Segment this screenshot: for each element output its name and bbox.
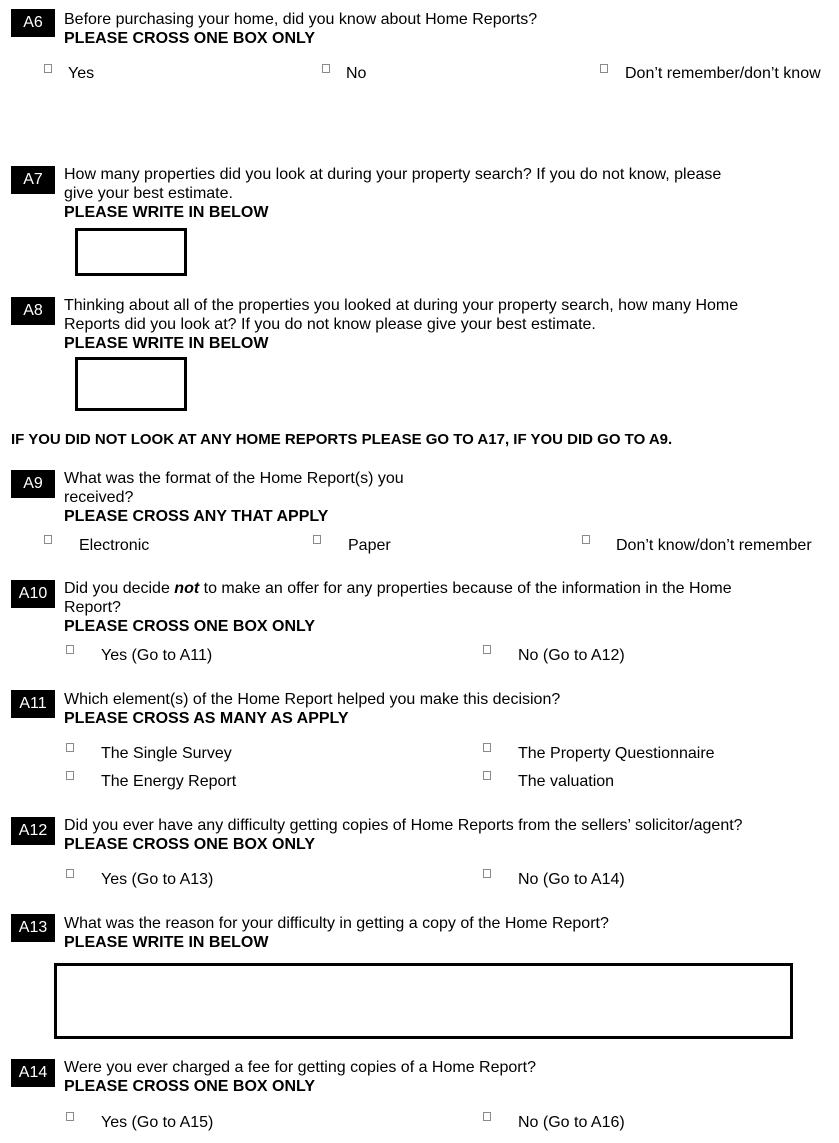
- routing-instruction: IF YOU DID NOT LOOK AT ANY HOME REPORTS PLEASE GO TO A17, IF YOU DID GO TO A9.: [11, 431, 673, 448]
- option-label-a6-dont-remember: Don’t remember/don’t know: [625, 65, 821, 82]
- question-number-a7: A7: [11, 166, 55, 194]
- checkbox-a9-electronic[interactable]: [44, 535, 52, 544]
- instruction-a12: PLEASE CROSS ONE BOX ONLY: [64, 836, 316, 853]
- instruction-a7: PLEASE WRITE IN BELOW: [64, 204, 269, 221]
- option-label-a9-paper: Paper: [348, 537, 391, 554]
- question-text-a9-line2: received?: [64, 489, 134, 506]
- option-label-a6-no: No: [346, 65, 367, 82]
- question-number-a10: A10: [11, 580, 55, 608]
- option-label-a6-yes: Yes: [68, 65, 95, 82]
- question-number-a14: A14: [11, 1059, 55, 1087]
- question-text-a7-line1: How many properties did you look at during your property search? If you do not know, please: [64, 166, 722, 183]
- checkbox-a11-valuation[interactable]: [483, 771, 491, 780]
- question-text-a6: Before purchasing your home, did you know about Home Reports?: [64, 11, 538, 28]
- instruction-a10: PLEASE CROSS ONE BOX ONLY: [64, 618, 316, 635]
- checkbox-a12-yes[interactable]: [66, 869, 74, 878]
- question-text-a7-line2: give your best estimate.: [64, 185, 233, 202]
- question-text-a8-line2: Reports did you look at? If you do not know please give your best estimate.: [64, 316, 596, 333]
- option-label-a12-yes: Yes (Go to A13): [101, 871, 214, 888]
- instruction-a14: PLEASE CROSS ONE BOX ONLY: [64, 1078, 316, 1095]
- write-in-box-a7[interactable]: [75, 228, 187, 276]
- option-label-a14-no: No (Go to A16): [518, 1114, 625, 1131]
- question-text-a10-pre: Did you decide: [64, 580, 175, 597]
- option-label-a11-property-questionnaire: The Property Questionnaire: [518, 745, 715, 762]
- checkbox-a11-single-survey[interactable]: [66, 743, 74, 752]
- question-text-a9-line1: What was the format of the Home Report(s) you: [64, 470, 404, 487]
- question-text-a12: Did you ever have any difficulty getting copies of Home Reports from the sellers’ solicitor/agent?: [64, 817, 743, 834]
- option-label-a12-no: No (Go to A14): [518, 871, 625, 888]
- question-number-a9: A9: [11, 470, 55, 498]
- checkbox-a6-dont-remember[interactable]: [600, 64, 608, 73]
- question-text-a11: Which element(s) of the Home Report helped you make this decision?: [64, 691, 561, 708]
- checkbox-a9-dont-know[interactable]: [582, 535, 590, 544]
- checkbox-a11-energy-report[interactable]: [66, 771, 74, 780]
- instruction-a8: PLEASE WRITE IN BELOW: [64, 335, 269, 352]
- option-label-a11-energy-report: The Energy Report: [101, 773, 237, 790]
- checkbox-a12-no[interactable]: [483, 869, 491, 878]
- checkbox-a10-no[interactable]: [483, 645, 491, 654]
- option-label-a9-electronic: Electronic: [79, 537, 150, 554]
- question-text-a14: Were you ever charged a fee for getting copies of a Home Report?: [64, 1059, 536, 1076]
- question-text-a10-post: to make an offer for any properties because of the information in the Home: [199, 580, 732, 597]
- option-label-a11-single-survey: The Single Survey: [101, 745, 232, 762]
- write-in-box-a13[interactable]: [54, 963, 793, 1039]
- checkbox-a11-property-questionnaire[interactable]: [483, 743, 491, 752]
- instruction-a11: PLEASE CROSS AS MANY AS APPLY: [64, 710, 349, 727]
- question-number-a12: A12: [11, 817, 55, 845]
- write-in-box-a8[interactable]: [75, 357, 187, 411]
- instruction-a6: PLEASE CROSS ONE BOX ONLY: [64, 30, 316, 47]
- question-text-a10-emphasis: not: [174, 580, 200, 597]
- option-label-a11-valuation: The valuation: [518, 773, 615, 790]
- checkbox-a9-paper[interactable]: [313, 535, 321, 544]
- question-text-a8-line1: Thinking about all of the properties you looked at during your property search, how many Home: [64, 297, 739, 314]
- instruction-a13: PLEASE WRITE IN BELOW: [64, 934, 269, 951]
- question-number-a11: A11: [11, 690, 55, 718]
- option-label-a14-yes: Yes (Go to A15): [101, 1114, 214, 1131]
- question-text-a10-line1: [64, 579, 732, 598]
- checkbox-a14-yes[interactable]: [66, 1112, 74, 1121]
- question-text-a13: What was the reason for your difficulty in getting a copy of the Home Report?: [64, 915, 609, 932]
- question-number-a13: A13: [11, 914, 55, 942]
- checkbox-a10-yes[interactable]: [66, 645, 74, 654]
- instruction-a9: PLEASE CROSS ANY THAT APPLY: [64, 508, 329, 525]
- question-number-a6: A6: [11, 9, 55, 37]
- checkbox-a14-no[interactable]: [483, 1112, 491, 1121]
- question-text-a10-line2: Report?: [64, 599, 121, 616]
- checkbox-a6-yes[interactable]: [44, 64, 52, 73]
- option-label-a10-yes: Yes (Go to A11): [101, 647, 213, 664]
- option-label-a9-dont-know: Don’t know/don’t remember: [616, 537, 812, 554]
- option-label-a10-no: No (Go to A12): [518, 647, 625, 664]
- checkbox-a6-no[interactable]: [322, 64, 330, 73]
- question-number-a8: A8: [11, 297, 55, 325]
